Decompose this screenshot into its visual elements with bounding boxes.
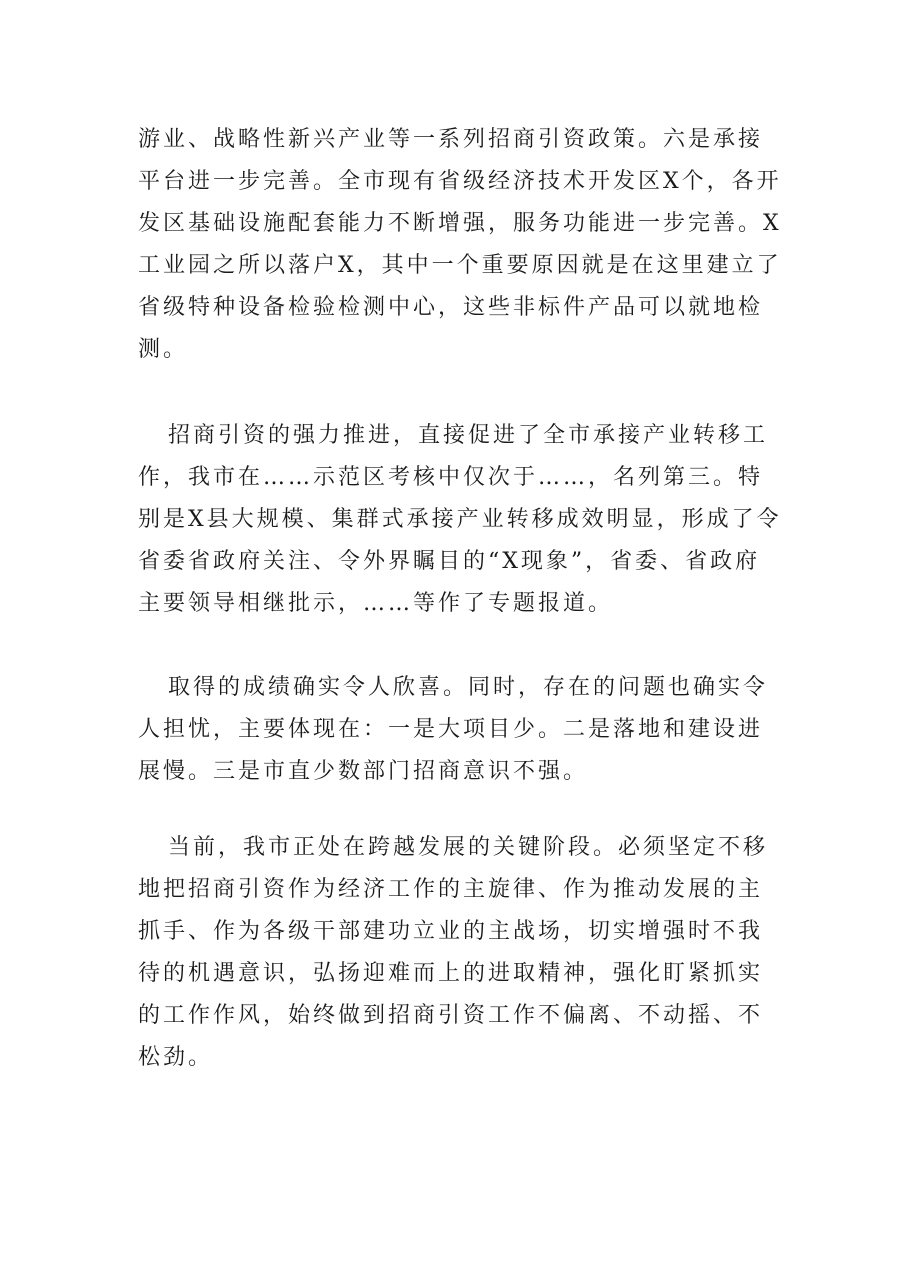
paragraph-line: 主要领导相继批示，……等作了专题报道。 [138, 591, 614, 616]
paragraph-4 [138, 827, 778, 1079]
paragraph-line: 平台进一步完善。全市现有省级经济技术开发区X个，各开 [138, 169, 782, 194]
paragraph-line: 地把招商引资作为经济工作的主旋律、作为推动发展的主 [138, 877, 764, 902]
paragraph-line: 发区基础设施配套能力不断增强，服务功能进一步完善。X [138, 211, 782, 236]
paragraph-line: 省级特种设备检验检测中心，这些非标件产品可以就地检 [138, 295, 764, 320]
paragraph-line: 游业、战略性新兴产业等一系列招商引资政策。六是承接 [138, 127, 764, 152]
paragraph-line: 取得的成绩确实令人欣喜。同时，存在的问题也确实令 [168, 675, 769, 700]
paragraph-line: 抓手、作为各级干部建功立业的主战场，切实增强时不我 [138, 919, 764, 944]
paragraph-line: 别是X县大规模、集群式承接产业转移成效明显，形成了令 [138, 507, 782, 532]
paragraph-line: 省委省政府关注、令外界瞩目的“X现象”，省委、省政府 [138, 549, 761, 574]
paragraph-line: 人担忧，主要体现在：一是大项目少。二是落地和建设进 [138, 717, 764, 742]
paragraph-line: 测。 [138, 337, 189, 362]
paragraph-line: 松劲。 [138, 1045, 214, 1070]
paragraph-line: 工业园之所以落户X，其中一个重要原因就是在这里建立了 [138, 253, 782, 278]
paragraph-line: 展慢。三是市直少数部门招商意识不强。 [138, 759, 589, 784]
paragraph-line: 的工作作风，始终做到招商引资工作不偏离、不动摇、不 [138, 1003, 764, 1028]
paragraph-line: 待的机遇意识，弘扬迎难而上的进取精神，强化盯紧抓实 [138, 961, 764, 986]
paragraph-line: 作，我市在……示范区考核中仅次于……，名列第三。特 [138, 465, 764, 490]
paragraph-line: 当前，我市正处在跨越发展的关键阶段。必须坚定不移 [168, 835, 769, 860]
paragraph-2 [138, 415, 782, 625]
paragraph-line: 招商引资的强力推进，直接促进了全市承接产业转移工 [168, 423, 769, 448]
paragraph-1 [138, 119, 782, 371]
paragraph-3 [138, 667, 778, 793]
